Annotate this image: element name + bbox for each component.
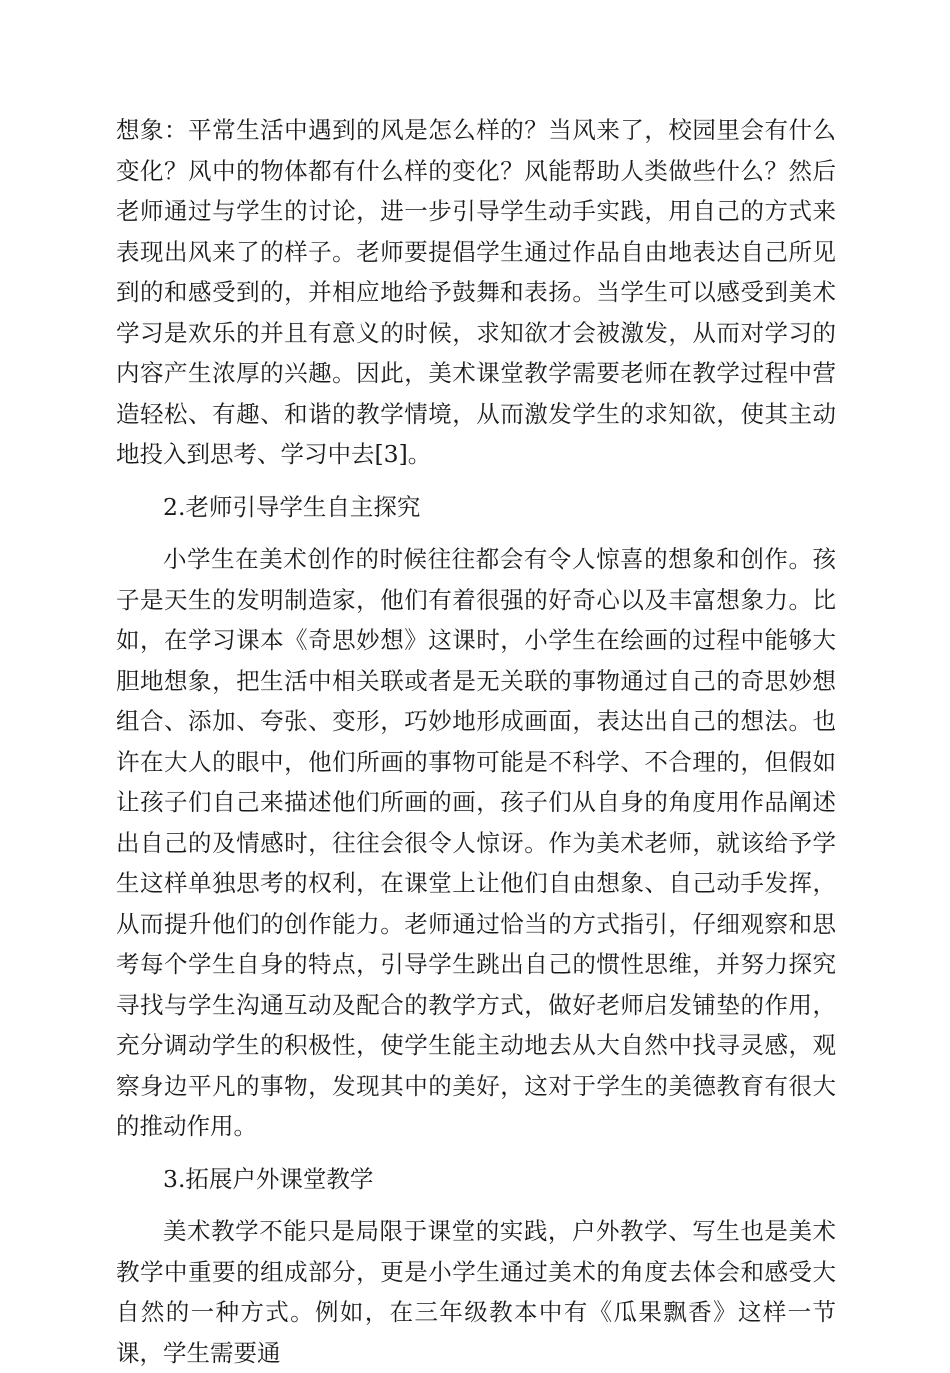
paragraph-section-2: 小学生在美术创作的时候往往都会有令人惊喜的想象和创作。孩子是天生的发明制造家，他们有着很强的好奇心以及丰富想象力。比如，在学习课本《奇思妙想》这课时，小学生在绘画的过程中能够大胆地想象，把生活中相关联或者是无关联的事物通过自己的奇思妙想组合、添加、夸张、变形，巧妙地形成画面，表达出自己的想法。也许在大人的眼中，他们所画的事物可能是不科学、不合理的，但假如让孩子们自己来描述他们所画的画，孩子们从自身的角度用作品阐述出自己的及情感时，往往会很令人惊讶。作为美术老师，就该给予学生这样单独思考的权利，在课堂上让他们自由想象、自己动手发挥，从而提升他们的创作能力。老师通过恰当的方式指引，仔细观察和思考每个学生自身的特点，引导学生跳出自己的惯性思维，并努力探究寻找与学生沟通互动及配合的教学方式，做好老师启发铺垫的作用，充分调动学生的积极性，使学生能主动地去从大自然中找寻灵感，观察身边平凡的事物，发现其中的美好，这对于学生的美德教育有很大的推动作用。	[116, 545, 836, 1140]
document-page	[116, 110, 836, 1373]
section-heading-3: 3.拓展户外课堂教学	[163, 1164, 374, 1193]
paragraph-continuation: 想象：平常生活中遇到的风是怎么样的？当风来了，校园里会有什么变化？风中的物体都有什么样的变化？风能帮助人类做些什么？然后老师通过与学生的讨论，进一步引导学生动手实践，用自己的方式来表现出风来了的样子。老师要提倡学生通过作品自由地表达自己所见到的和感受到的，并相应地给予鼓舞和表扬。当学生可以感受到美术学习是欢乐的并且有意义的时候，求知欲才会被激发，从而对学习的内容产生浓厚的兴趣。因此，美术课堂教学需要老师在教学过程中营造轻松、有趣、和谐的教学情境，从而激发学生的求知欲，使其主动地投入到思考、学习中去[3]。	[116, 116, 836, 468]
section-heading-2: 2.老师引导学生自主探究	[163, 492, 421, 521]
paragraph-section-3: 美术教学不能只是局限于课堂的实践，户外教学、写生也是美术教学中重要的组成部分，更是小学生通过美术的角度去体会和感受大自然的一种方式。例如，在三年级教本中有《瓜果飘香》这样一节课，学生需要通	[116, 1217, 836, 1367]
